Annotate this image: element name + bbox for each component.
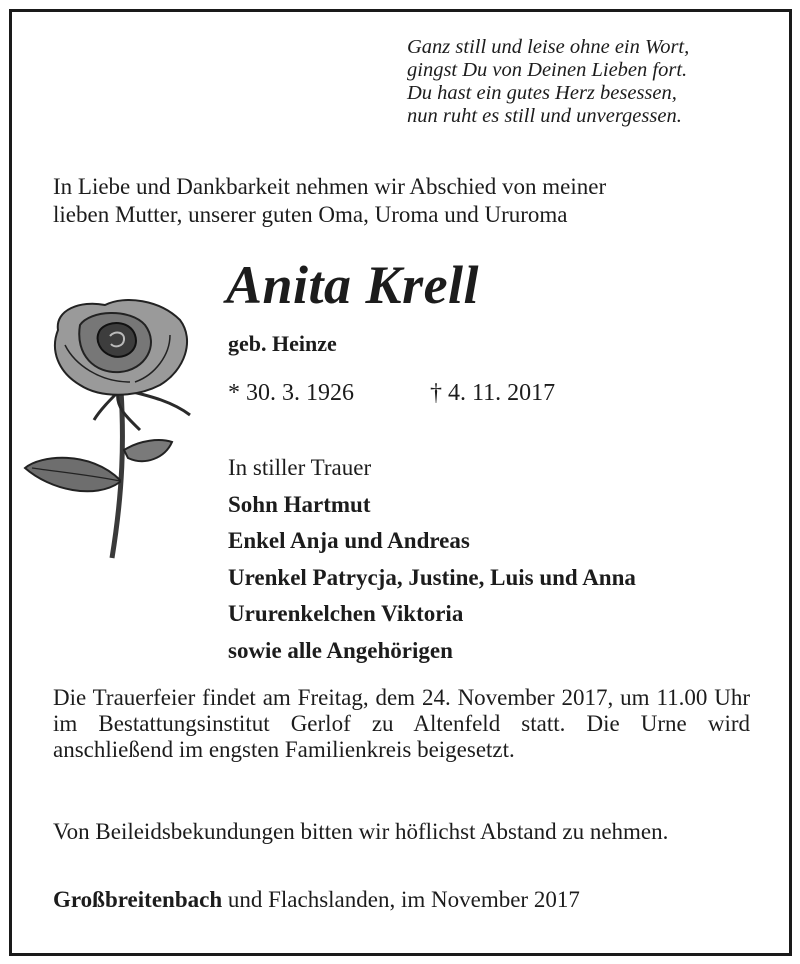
- mourner-entry: Urenkel Patrycja, Justine, Luis und Anna: [228, 564, 636, 590]
- mourners-intro: In stiller Trauer: [228, 455, 372, 480]
- death-date: † 4. 11. 2017: [430, 380, 556, 406]
- mourner-entry: Ururenkelchen Viktoria: [228, 601, 464, 626]
- intro-line: In Liebe und Dankbarkeit nehmen wir Abschied von meiner: [53, 174, 607, 199]
- poem-line: nun ruht es still und unvergessen.: [407, 105, 682, 127]
- mourner-entry: Sohn Hartmut: [228, 491, 371, 517]
- intro-line: lieben Mutter, unserer guten Oma, Uroma und Ururoma: [53, 202, 568, 227]
- intro-text: [53, 173, 753, 229]
- poem-line: Ganz still und leise ohne ein Wort,: [407, 36, 690, 58]
- place-rest: und Flachslanden, im November 2017: [222, 887, 580, 912]
- mourners-list: [228, 450, 636, 669]
- poem-line: Du hast ein gutes Herz besessen,: [407, 82, 677, 104]
- place-date-line: [53, 887, 580, 913]
- deceased-name: Anita Krell: [226, 255, 480, 315]
- birth-date: * 30. 3. 1926: [228, 380, 354, 406]
- condolence-note: Von Beileidsbekundungen bitten wir höflichst Abstand zu nehmen.: [53, 819, 669, 844]
- poem: [407, 36, 767, 128]
- place-bold: Großbreitenbach: [53, 887, 223, 912]
- birth-name: geb. Heinze: [228, 331, 337, 356]
- poem-line: gingst Du von Deinen Lieben fort.: [407, 59, 688, 81]
- rose-icon: [20, 290, 200, 560]
- mourner-entry: Enkel Anja und Andreas: [228, 528, 470, 553]
- funeral-info: Die Trauerfeier findet am Freitag, dem 24. November 2017, um 11.00 Uhr im Bestattungsinstitut Gerlof zu Altenfeld statt. Die Urne wird anschließend im engsten Familienkreis beigesetzt.: [53, 685, 750, 762]
- mourner-entry: sowie alle Angehörigen: [228, 637, 453, 663]
